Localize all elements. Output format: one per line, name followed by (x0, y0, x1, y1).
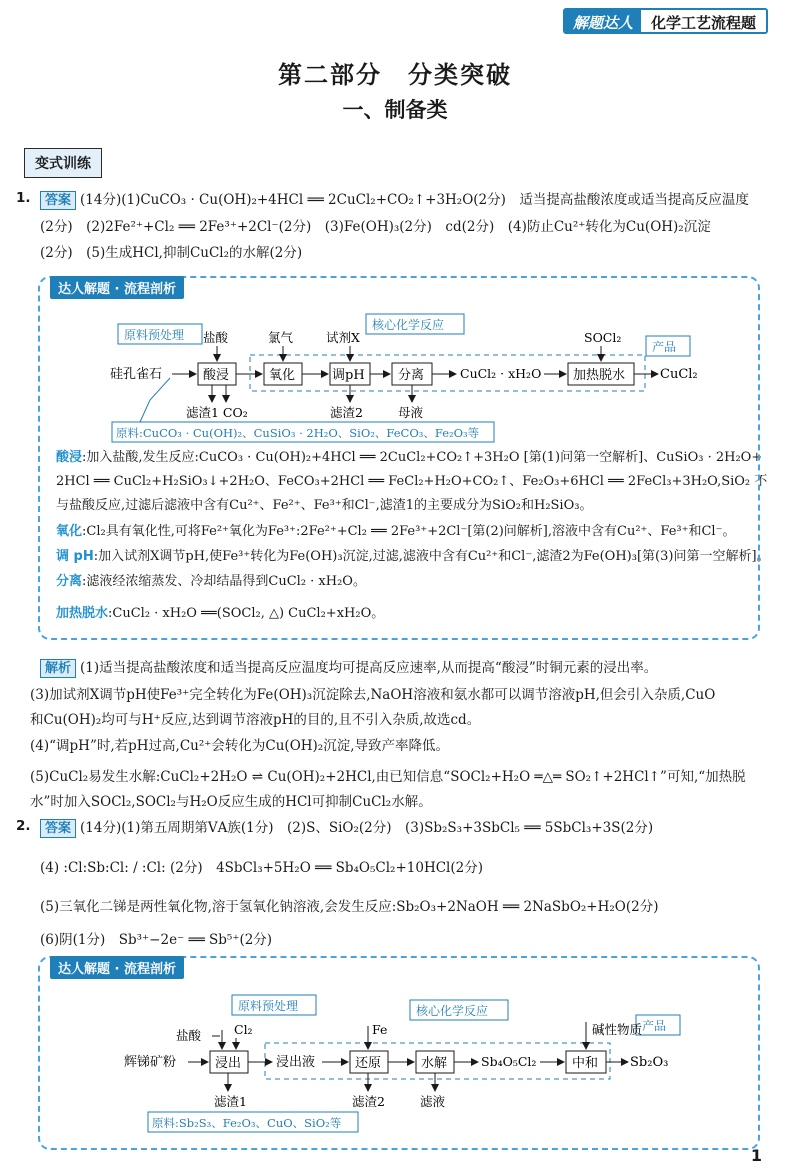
output-mother-liquor: 母液 (398, 405, 424, 420)
q1-answer-line-2: (2分) (2)2Fe²⁺+Cl₂ ══ 2Fe³⁺+2Cl⁻(2分) (3)Fe(OH)₃(2分) cd(2分) (4)防止Cu²⁺转化为Cu(OH)₂沉淀 (40, 219, 711, 235)
intermediate-2a: 浸出液 (276, 1055, 316, 1070)
step-label: 分离 (398, 368, 425, 383)
product-label-2: 产品 (642, 1019, 667, 1033)
explain-line-5: (5)CuCl₂易发生水解:CuCl₂+2H₂O ⇌ Cu(OH)₂+2HCl,由已知信息“SOCl₂+H₂O ═△═ SO₂↑+2HCl↑”可知,“加热脱 (30, 769, 746, 785)
raw-note-2: 原料:Sb₂S₃、Fe₂O₃、CuO、SiO₂等 (152, 1116, 342, 1130)
q1-answer-text-1: (14分)(1)CuCO₃ · Cu(OH)₂+4HCl ══ 2CuCl₂+CO₂↑+3H₂O(2分) 适当提高盐酸浓度或适当提高反应温度 (80, 192, 749, 208)
analysis-key: 调 pH (56, 549, 94, 564)
analysis-text: :加入试剂X调节pH,使Fe³⁺转化为Fe(OH)₃沉淀,过滤,滤液中含有Cu²⁺和Cl⁻,滤渣2为Fe(OH)₃[第(3)问第一空解析]。 (93, 549, 770, 564)
analysis-text: :加入盐酸,发生反应:CuCO₃ · Cu(OH)₂+4HCl ══ 2CuCl₂+CO₂↑+3H₂O [第(1)问第一空解析]、CuSiO₃ · 2H₂O+ (82, 450, 763, 465)
page-title: 第二部分 分类突破 (278, 61, 512, 89)
step-label: 氧化 (269, 368, 296, 383)
question-2-number: 2. (16, 818, 31, 834)
product-2: Sb₂O₃ (630, 1055, 669, 1070)
input-hcl-2: 盐酸 (176, 1028, 202, 1043)
explain-line-4: (4)“调pH”时,若pH过高,Cu²⁺会转化为Cu(OH)₂沉淀,导致产率降低。 (30, 738, 450, 754)
brand-title: 化学工艺流程题 (641, 10, 766, 32)
explain-text-1: (1)适当提高盐酸浓度和适当提高反应温度均可提高反应速率,从而提高“酸浸”时铜元素的浸出率。 (80, 660, 658, 676)
variant-training-label: 变式训练 (24, 148, 102, 178)
product-1: CuCl₂ (660, 367, 698, 382)
step-label: 浸出 (215, 1056, 242, 1071)
pretreat-label: 原料预处理 (124, 328, 185, 342)
analysis-text: :滤液经浓缩蒸发、冷却结晶得到CuCl₂ · xH₂O。 (82, 574, 366, 589)
input-alkali-2: 碱性物质 (592, 1022, 643, 1037)
raw-note-pointer (140, 378, 170, 422)
output-filtrate-2: 滤液 (420, 1094, 446, 1109)
q2-answer-line-3: (5)三氧化二锑是两性氧化物,溶于氢氧化钠溶液,会发生反应:Sb₂O₃+2NaOH ══ 2NaSbO₂+H₂O(2分) (40, 899, 659, 915)
q1-answer-line-3: (2分) (5)生成HCl,抑制CuCl₂的水解(2分) (40, 245, 303, 261)
q2-answer-line-4: (6)阴(1分) Sb³⁺−2e⁻ ══ Sb⁵⁺(2分) (40, 932, 273, 948)
pretreat-label-2: 原料预处理 (238, 999, 299, 1013)
q2-answer-line-2: (4) :Cl:Sb:Cl: / :Cl: (2分) 4SbCl₃+5H₂O ══ Sb₄O₅Cl₂+10HCl(2分) (40, 860, 483, 876)
input-hcl: 盐酸 (203, 330, 229, 345)
input-cl2-2: Cl₂ (234, 1022, 253, 1037)
core-label-2: 核心化学反应 (416, 1004, 489, 1018)
step-label: 酸浸 (203, 368, 230, 383)
analysis-key: 酸浸 (56, 450, 83, 465)
flow-analysis-title-1: 达人解题 · 流程剖析 (50, 276, 184, 299)
analysis-key: 加热脱水 (56, 606, 109, 621)
step-label: 调pH (332, 368, 365, 383)
analysis-text: :Cl₂具有氧化性,可将Fe²⁺氧化为Fe³⁺:2Fe²⁺+Cl₂ ══ 2Fe³⁺+2Cl⁻[第(2)问解析],溶液中含有Cu²⁺、Fe³⁺和Cl⁻。 (82, 524, 736, 539)
explain-line-6: 水”时加入SOCl₂,SOCl₂与H₂O反应生成的HCl可抑制CuCl₂水解。 (30, 794, 432, 810)
step-label: 加热脱水 (573, 368, 626, 383)
question-1-number: 1. (16, 190, 31, 206)
input-socl2: SOCl₂ (584, 330, 622, 345)
product-label: 产品 (652, 340, 677, 354)
output-residue-2-2: 滤渣2 (352, 1094, 385, 1109)
core-label: 核心化学反应 (372, 318, 445, 332)
output-residue-1: 滤渣1 CO₂ (186, 405, 248, 420)
analysis-key: 分离 (56, 574, 83, 589)
analysis-line-acid-leach-3: 与盐酸反应,过滤后滤液中含有Cu²⁺、Fe²⁺、Fe³⁺和Cl⁻,滤渣1的主要成分为SiO₂和H₂SiO₃。 (56, 498, 593, 513)
input-reagent-x: 试剂X (326, 330, 360, 345)
explain-tag: 解析 (40, 659, 76, 678)
answer-tag: 答案 (40, 819, 76, 838)
input-chlorine: 氯气 (268, 330, 294, 345)
analysis-key: 氧化 (56, 524, 83, 539)
step-label: 水解 (421, 1056, 448, 1071)
raw-material-1: 硅孔雀石 (110, 367, 163, 382)
explain-line-2: (3)加试剂X调节pH使Fe³⁺完全转化为Fe(OH)₃沉淀除去,NaOH溶液和氨水都可以调节溶液pH,但会引入杂质,CuO (30, 687, 716, 703)
section-title: 一、制备类 (342, 98, 448, 122)
output-residue-2: 滤渣2 (330, 405, 363, 420)
step-label: 还原 (355, 1056, 382, 1071)
raw-material-2: 辉锑矿粉 (124, 1055, 177, 1070)
page-number: 1 (750, 1146, 762, 1165)
explain-line-3: 和Cu(OH)₂均可与H⁺反应,达到调节溶液pH的目的,且不引入杂质,故选cd。 (30, 712, 481, 728)
intermediate-2b: Sb₄O₅Cl₂ (481, 1054, 537, 1069)
intermediate-1: CuCl₂ · xH₂O (460, 366, 542, 381)
raw-note-1: 原料:CuCO₃ · Cu(OH)₂、CuSiO₃ · 2H₂O、SiO₂、FeCO₃、Fe₂O₃等 (116, 426, 480, 440)
flow-analysis-title-2: 达人解题 · 流程剖析 (50, 956, 184, 979)
answer-tag: 答案 (40, 191, 76, 210)
step-label: 中和 (572, 1056, 599, 1071)
output-residue-2-1: 滤渣1 (214, 1094, 247, 1109)
analysis-text: :CuCl₂ · xH₂O ══(SOCl₂, △) CuCl₂+xH₂O。 (108, 606, 385, 621)
q2-answer-text-1: (14分)(1)第五周期第ⅤA族(1分) (2)S、SiO₂(2分) (3)Sb₂S₃+3SbCl₅ ══ 5SbCl₃+3S(2分) (80, 820, 654, 836)
brand-logo: 解题达人 (565, 10, 641, 32)
analysis-line-acid-leach-2: 2HCl ══ CuCl₂+H₂SiO₃↓+2H₂O、FeCO₃+2HCl ══ FeCl₂+H₂O+CO₂↑、Fe₂O₃+6HCl ══ 2FeCl₃+3H₂O,SiO₂ 不 (56, 474, 768, 489)
input-fe-2: Fe (372, 1022, 388, 1037)
